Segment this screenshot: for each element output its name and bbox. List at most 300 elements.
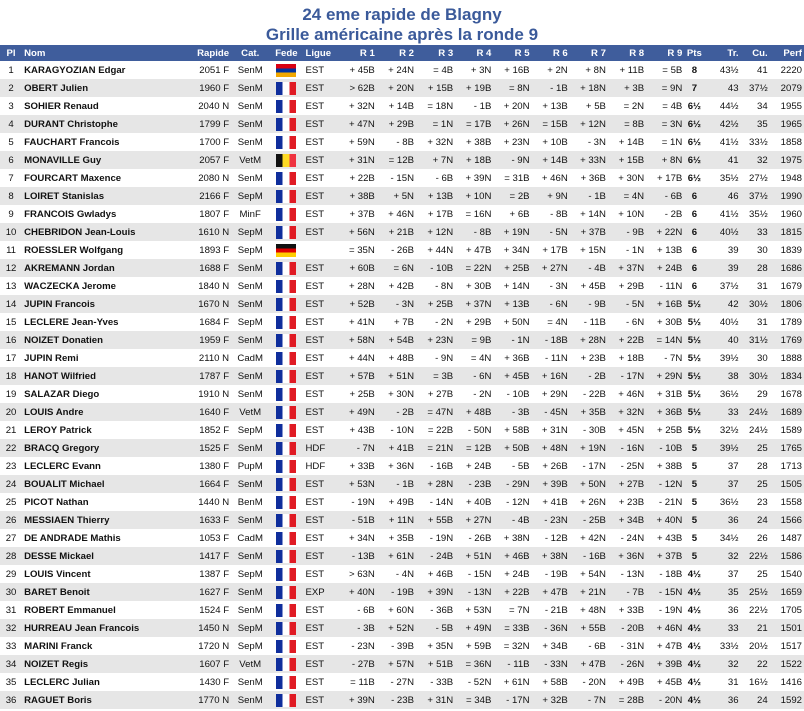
cell-points: 5½ bbox=[684, 367, 704, 385]
cell-r6: + 27N bbox=[532, 259, 570, 277]
cell-r6: - 33N bbox=[532, 655, 570, 673]
cell-federation bbox=[269, 331, 303, 349]
cell-federation bbox=[269, 547, 303, 565]
header-tiebreak-cu: Cu. bbox=[741, 45, 770, 61]
cell-r4: - 13N bbox=[455, 583, 493, 601]
cell-league: HDF bbox=[303, 439, 337, 457]
cell-r1: + 49N bbox=[338, 403, 377, 421]
cell-r6: + 10B bbox=[542, 136, 568, 148]
cell-rank: 18 bbox=[0, 367, 22, 385]
cell-rating: 2110 N bbox=[198, 352, 230, 364]
cell-r9: = 14N bbox=[646, 331, 684, 349]
cell-r7: - 16B bbox=[570, 547, 608, 565]
cell-r9: = 9N bbox=[646, 79, 684, 97]
cell-r8: + 32N bbox=[608, 403, 646, 421]
cell-federation bbox=[269, 601, 303, 619]
cell-r7: + 37B bbox=[570, 223, 608, 241]
cell-category: PupM bbox=[237, 460, 263, 472]
cell-r8: + 23B bbox=[618, 496, 645, 508]
cell-r9: - 11N bbox=[659, 280, 683, 292]
cell-r4: - 1B bbox=[473, 100, 492, 112]
cell-league: EST bbox=[305, 496, 325, 508]
cell-r4: + 48B bbox=[455, 403, 493, 421]
cell-r2: + 5N bbox=[377, 187, 416, 205]
cell-points: 4½ bbox=[684, 691, 704, 709]
cell-r6: - 11N bbox=[545, 352, 568, 364]
cell-rating: 2166 F bbox=[185, 187, 231, 205]
cell-league: EST bbox=[305, 604, 325, 616]
cell-r8: - 6N bbox=[626, 316, 645, 328]
cell-points: 6½ bbox=[687, 100, 702, 112]
cell-r2: + 36N bbox=[388, 460, 414, 472]
france-flag-icon bbox=[276, 604, 296, 617]
cell-r6: - 3N bbox=[549, 280, 568, 292]
cell-tiebreak-tr: 42 bbox=[704, 295, 740, 313]
header-r9: R 9 bbox=[646, 45, 684, 61]
cell-tiebreak-tr: 39½ bbox=[704, 439, 740, 457]
cell-points: 5 bbox=[684, 547, 704, 565]
table-row bbox=[0, 331, 804, 349]
cell-r2: + 52N bbox=[377, 619, 416, 637]
cell-r9: + 46N bbox=[646, 619, 684, 637]
cell-r5: - 17N bbox=[493, 691, 531, 709]
cell-performance: 1858 bbox=[780, 136, 802, 148]
cell-category: SenM bbox=[231, 475, 269, 493]
cell-r8: + 22B bbox=[608, 331, 646, 349]
cell-r9: = 3N bbox=[646, 115, 684, 133]
cell-league: EST bbox=[305, 316, 325, 328]
table-row bbox=[0, 511, 804, 529]
table-row bbox=[0, 151, 804, 169]
cell-category: SepM bbox=[231, 223, 269, 241]
cell-federation bbox=[269, 295, 303, 313]
cell-category: SenM bbox=[231, 439, 269, 457]
cell-rating: 1688 F bbox=[185, 259, 231, 277]
cell-r9: - 2B bbox=[664, 208, 683, 220]
cell-r8: - 25N bbox=[620, 460, 645, 472]
header-r7: R 7 bbox=[570, 45, 608, 61]
cell-r2: + 7B bbox=[393, 316, 414, 328]
cell-r8: - 26N bbox=[608, 655, 646, 673]
cell-league: EST bbox=[305, 280, 325, 292]
cell-r3: + 35N bbox=[427, 640, 454, 652]
cell-r2: + 49B bbox=[388, 496, 414, 508]
cell-r5: + 22B bbox=[493, 583, 531, 601]
cell-name: MARINI Franck bbox=[24, 640, 93, 652]
cell-r6: + 13B bbox=[542, 100, 568, 112]
table-row bbox=[0, 619, 804, 637]
cell-rank: 31 bbox=[5, 604, 17, 616]
cell-r4: - 15N bbox=[467, 568, 492, 580]
cell-category: SenM bbox=[237, 172, 263, 184]
cell-points: 5 bbox=[684, 475, 704, 493]
cell-name: SALAZAR Diego bbox=[24, 388, 100, 400]
france-flag-icon bbox=[276, 532, 296, 545]
france-flag-icon bbox=[276, 406, 296, 419]
cell-r5: + 58B bbox=[504, 424, 530, 436]
cell-points: 8 bbox=[691, 64, 698, 76]
cell-federation bbox=[269, 97, 303, 115]
cell-points: 4½ bbox=[684, 619, 704, 637]
cell-r6: - 12B bbox=[544, 532, 568, 544]
cell-tiebreak-cu: 23 bbox=[757, 496, 768, 508]
cell-rating: 1720 N bbox=[198, 640, 230, 652]
cell-r9: + 29N bbox=[646, 367, 684, 385]
cell-name: LOUIS Andre bbox=[22, 403, 185, 421]
cell-league: HDF bbox=[305, 460, 326, 472]
header-federation: Fede bbox=[269, 45, 303, 61]
cell-tiebreak-tr: 31 bbox=[727, 676, 739, 688]
cell-performance: 1705 bbox=[780, 604, 802, 616]
cell-tiebreak-tr: 37 bbox=[704, 475, 740, 493]
cell-rating: 2057 F bbox=[185, 151, 231, 169]
cell-r9: = 4B bbox=[662, 100, 683, 112]
header-r4: R 4 bbox=[455, 45, 493, 61]
cell-r4: - 6N bbox=[455, 367, 493, 385]
cell-rank: 24 bbox=[0, 475, 22, 493]
cell-r6: - 36N bbox=[532, 619, 570, 637]
cell-rank: 14 bbox=[0, 295, 22, 313]
cell-r5: + 61N bbox=[503, 676, 530, 688]
cell-federation bbox=[269, 385, 303, 403]
cell-name: NOIZET Donatien bbox=[22, 331, 185, 349]
france-flag-icon bbox=[276, 442, 296, 455]
cell-r5: + 20N bbox=[503, 100, 530, 112]
cell-points: 4½ bbox=[687, 568, 702, 580]
cell-r5: - 11B bbox=[493, 655, 531, 673]
cell-r5: + 14N bbox=[503, 280, 530, 292]
cell-category: CadM bbox=[237, 532, 264, 544]
cell-league: EST bbox=[305, 388, 325, 400]
france-flag-icon bbox=[276, 460, 296, 473]
cell-r1: > 62B bbox=[338, 79, 377, 97]
standings-table bbox=[0, 45, 804, 709]
table-row bbox=[0, 187, 804, 205]
cell-r5: + 34N bbox=[503, 244, 530, 256]
cell-rank: 25 bbox=[5, 496, 17, 508]
cell-performance: 1839 bbox=[780, 244, 802, 256]
cell-r6: + 29N bbox=[541, 388, 568, 400]
cell-r2: - 39B bbox=[391, 640, 414, 652]
cell-tiebreak-tr: 33½ bbox=[719, 640, 739, 652]
cell-category: SenM bbox=[231, 691, 269, 709]
cell-category: SepM bbox=[237, 640, 263, 652]
cell-r7: + 12N bbox=[570, 115, 608, 133]
cell-r8: + 49B bbox=[618, 676, 645, 688]
cell-category: VetM bbox=[231, 151, 269, 169]
cell-federation bbox=[269, 655, 303, 673]
cell-points: 5½ bbox=[684, 331, 704, 349]
cell-r1: + 45B bbox=[349, 64, 375, 76]
cell-r7: - 9B bbox=[570, 295, 608, 313]
cell-r6: = 15B bbox=[532, 115, 570, 133]
table-row bbox=[0, 367, 804, 385]
cell-rating: 1910 N bbox=[198, 388, 230, 400]
cell-category: SenM bbox=[231, 583, 269, 601]
cell-r4: = 36N bbox=[455, 655, 493, 673]
cell-r5: - 3B bbox=[493, 403, 531, 421]
cell-category: SenM bbox=[231, 547, 269, 565]
cell-r2: + 48B bbox=[388, 352, 414, 364]
cell-tiebreak-cu: 20½ bbox=[749, 640, 768, 652]
cell-r5: + 50B bbox=[493, 439, 531, 457]
cell-league: EST bbox=[305, 136, 325, 148]
cell-r8: = 8B bbox=[608, 115, 646, 133]
cell-performance: 1689 bbox=[770, 403, 804, 421]
cell-federation bbox=[269, 241, 303, 259]
france-flag-icon bbox=[276, 478, 296, 491]
cell-r7: - 2B bbox=[570, 367, 608, 385]
cell-r3: + 17B bbox=[427, 208, 454, 220]
cell-r8: - 5N bbox=[608, 295, 646, 313]
cell-category: SenM bbox=[231, 259, 269, 277]
cell-r7: + 21N bbox=[570, 583, 608, 601]
cell-r3: = 21N bbox=[416, 439, 455, 457]
cell-tiebreak-cu: 31 bbox=[757, 316, 768, 328]
cell-r1: + 40N bbox=[338, 583, 377, 601]
cell-tiebreak-tr: 35½ bbox=[719, 172, 739, 184]
cell-r5: - 4B bbox=[493, 511, 531, 529]
cell-r3: + 13B bbox=[416, 187, 455, 205]
cell-r8: - 13N bbox=[620, 568, 645, 580]
cell-performance: 1990 bbox=[770, 187, 804, 205]
cell-rank: 33 bbox=[5, 640, 17, 652]
table-row bbox=[0, 547, 804, 565]
cell-tiebreak-cu: 30 bbox=[757, 244, 768, 256]
header-rank: Pl bbox=[0, 45, 22, 61]
cell-rating: 1380 F bbox=[199, 460, 230, 472]
cell-rating: 1387 F bbox=[199, 568, 230, 580]
cell-r9: = 5B bbox=[662, 64, 683, 76]
cell-category: SepM bbox=[231, 619, 269, 637]
cell-r7: - 1B bbox=[570, 187, 608, 205]
cell-r4: = 17B bbox=[455, 115, 493, 133]
cell-r2: = 12B bbox=[377, 151, 416, 169]
table-row bbox=[0, 673, 804, 691]
cell-league: EST bbox=[303, 223, 337, 241]
cell-tiebreak-tr: 41½ bbox=[719, 208, 739, 220]
table-row bbox=[0, 637, 804, 655]
cell-r6: + 9N bbox=[532, 187, 570, 205]
cell-name: LOUIS Vincent bbox=[24, 568, 91, 580]
cell-r9: - 19N bbox=[658, 604, 683, 616]
cell-federation bbox=[269, 421, 303, 439]
cell-points: 5 bbox=[691, 532, 698, 544]
cell-tiebreak-tr: 40½ bbox=[704, 223, 740, 241]
france-flag-icon bbox=[276, 550, 296, 563]
cell-r7: - 22B bbox=[583, 388, 606, 400]
cell-rank: 26 bbox=[0, 511, 22, 529]
cell-federation bbox=[269, 187, 303, 205]
table-row bbox=[0, 439, 804, 457]
cell-name: KARAGYOZIAN Edgar bbox=[24, 64, 126, 76]
cell-rating: 1430 F bbox=[199, 676, 230, 688]
cell-r1: + 44N bbox=[348, 352, 375, 364]
cell-r8: - 9B bbox=[608, 223, 646, 241]
cell-rank: 2 bbox=[0, 79, 22, 97]
cell-r3: + 25B bbox=[416, 295, 455, 313]
cell-r3: = 22B bbox=[427, 424, 454, 436]
cell-name: BRACQ Gregory bbox=[22, 439, 185, 457]
cell-r7: + 18N bbox=[570, 79, 608, 97]
cell-r3: + 27B bbox=[427, 388, 454, 400]
france-flag-icon bbox=[276, 172, 296, 185]
cell-r1: + 58N bbox=[338, 331, 377, 349]
cell-name: BARET Benoit bbox=[22, 583, 185, 601]
cell-r7: - 25B bbox=[570, 511, 608, 529]
cell-rank: 21 bbox=[5, 424, 17, 436]
cell-r4: + 27N bbox=[455, 511, 493, 529]
cell-rating: 1684 F bbox=[199, 316, 230, 328]
cell-performance: 1955 bbox=[780, 100, 802, 112]
cell-r1: = 35N bbox=[348, 244, 375, 256]
cell-r6: + 17B bbox=[542, 244, 568, 256]
cell-r9: + 43B bbox=[656, 532, 683, 544]
cell-r9: + 37B bbox=[646, 547, 684, 565]
cell-points: 6½ bbox=[687, 172, 702, 184]
cell-r7: + 23B bbox=[580, 352, 606, 364]
cell-points: 5 bbox=[691, 460, 698, 472]
cell-r5: + 26N bbox=[493, 115, 531, 133]
cell-r8: - 17N bbox=[608, 367, 646, 385]
cell-r9: - 7N bbox=[664, 352, 683, 364]
cell-r4: + 47B bbox=[466, 244, 492, 256]
cell-r2: + 41B bbox=[377, 439, 416, 457]
cell-federation bbox=[269, 223, 303, 241]
cell-r9: + 36B bbox=[646, 403, 684, 421]
cell-rank: 5 bbox=[8, 136, 14, 148]
cell-r3: = 4B bbox=[433, 64, 454, 76]
cell-r9: + 45B bbox=[656, 676, 683, 688]
table-row bbox=[0, 403, 804, 421]
cell-r1: + 41N bbox=[348, 316, 375, 328]
cell-category: SepM bbox=[237, 424, 263, 436]
cell-rank: 29 bbox=[5, 568, 17, 580]
cell-r2: = 6N bbox=[377, 259, 416, 277]
france-flag-icon bbox=[276, 100, 296, 113]
header-r6: R 6 bbox=[532, 45, 570, 61]
cell-r6: + 26B bbox=[542, 460, 568, 472]
cell-r6: + 39B bbox=[532, 475, 570, 493]
cell-r5: - 12N bbox=[506, 496, 530, 508]
cell-tiebreak-cu: 34 bbox=[757, 100, 768, 112]
cell-performance: 1713 bbox=[780, 460, 802, 472]
cell-federation bbox=[269, 529, 303, 547]
cell-r9: - 21N bbox=[658, 496, 683, 508]
france-flag-icon bbox=[276, 676, 296, 689]
cell-r3: - 5B bbox=[416, 619, 455, 637]
cell-r9: + 47B bbox=[656, 640, 683, 652]
cell-name: BOUALIT Michael bbox=[22, 475, 185, 493]
cell-performance: 1678 bbox=[780, 388, 802, 400]
cell-r5: - 5B bbox=[511, 460, 530, 472]
cell-r8: - 16N bbox=[608, 439, 646, 457]
cell-r1: + 31N bbox=[338, 151, 377, 169]
cell-r1: = 11B bbox=[350, 676, 375, 688]
cell-r7: + 35B bbox=[570, 403, 608, 421]
cell-name: JUPIN Francois bbox=[22, 295, 185, 313]
cell-r5: = 2B bbox=[493, 187, 531, 205]
cell-rating: 1670 N bbox=[185, 295, 231, 313]
cell-r2: - 8B bbox=[396, 136, 414, 148]
cell-r8: + 11B bbox=[619, 64, 645, 76]
cell-performance: 2079 bbox=[770, 79, 804, 97]
cell-performance: 1975 bbox=[770, 151, 804, 169]
cell-tiebreak-cu: 22 bbox=[741, 655, 770, 673]
cell-rank: 7 bbox=[8, 172, 14, 184]
cell-name: MESSIAEN Thierry bbox=[22, 511, 185, 529]
cell-federation bbox=[269, 133, 303, 151]
cell-federation bbox=[269, 439, 303, 457]
cell-tiebreak-cu: 22½ bbox=[741, 547, 770, 565]
cell-r4: + 40B bbox=[466, 496, 492, 508]
cell-performance: 1806 bbox=[770, 295, 804, 313]
cell-r6: + 34B bbox=[542, 640, 568, 652]
cell-r6: + 2N bbox=[547, 64, 568, 76]
cell-r8: + 34B bbox=[608, 511, 646, 529]
cell-tiebreak-tr: 43½ bbox=[719, 64, 739, 76]
cell-name: FAUCHART Francois bbox=[24, 136, 120, 148]
cell-r5: - 10B bbox=[506, 388, 530, 400]
cell-r8: + 46N bbox=[618, 388, 645, 400]
cell-r6: + 58B bbox=[542, 676, 568, 688]
cell-points: 6½ bbox=[687, 136, 702, 148]
cell-r7: + 45B bbox=[580, 280, 606, 292]
cell-r8: + 15B bbox=[608, 151, 646, 169]
cell-category: MinF bbox=[239, 208, 261, 220]
cell-category: SepM bbox=[237, 316, 263, 328]
cell-r2: + 24N bbox=[388, 64, 414, 76]
cell-league: EST bbox=[303, 691, 337, 709]
cell-r6: - 1B bbox=[532, 79, 570, 97]
header-tiebreak-tr: Tr. bbox=[704, 45, 740, 61]
cell-r5: = 33B bbox=[493, 619, 531, 637]
france-flag-icon bbox=[276, 622, 296, 635]
cell-name: HURREAU Jean Francois bbox=[22, 619, 185, 637]
cell-r2: + 20N bbox=[377, 79, 416, 97]
cell-r3: + 44N bbox=[427, 244, 454, 256]
cell-name: LECLERE Jean-Yves bbox=[24, 316, 119, 328]
cell-rating: 1524 F bbox=[199, 604, 230, 616]
cell-points: 6 bbox=[684, 259, 704, 277]
cell-r2: + 35B bbox=[388, 532, 414, 544]
table-row bbox=[0, 691, 804, 709]
cell-r9: + 38B bbox=[656, 460, 683, 472]
page-title: 24 eme rapide de Blagny bbox=[302, 5, 502, 24]
table-row bbox=[0, 475, 804, 493]
cell-performance: 1505 bbox=[770, 475, 804, 493]
cell-points: 6 bbox=[691, 208, 698, 220]
cell-league: EST bbox=[305, 208, 325, 220]
cell-r7: + 54N bbox=[580, 568, 606, 580]
cell-name: WACZECKA Jerome bbox=[24, 280, 116, 292]
cell-r5: = 32N bbox=[503, 640, 530, 652]
cell-federation bbox=[269, 457, 303, 475]
cell-r3: - 36B bbox=[430, 604, 454, 616]
cell-r5: + 13B bbox=[493, 295, 531, 313]
page-header bbox=[0, 0, 804, 45]
cell-r4: + 29B bbox=[466, 316, 492, 328]
cell-r8: + 33B bbox=[618, 604, 645, 616]
cell-r1: + 60B bbox=[338, 259, 377, 277]
cell-r1: + 59N bbox=[348, 136, 375, 148]
cell-r1: + 56N bbox=[338, 223, 377, 241]
cell-rating: 1450 N bbox=[185, 619, 231, 637]
cell-r2: - 2B bbox=[377, 403, 416, 421]
cell-r3: = 47N bbox=[416, 403, 455, 421]
germany-flag-icon bbox=[276, 244, 296, 257]
cell-points: 5½ bbox=[687, 388, 702, 400]
